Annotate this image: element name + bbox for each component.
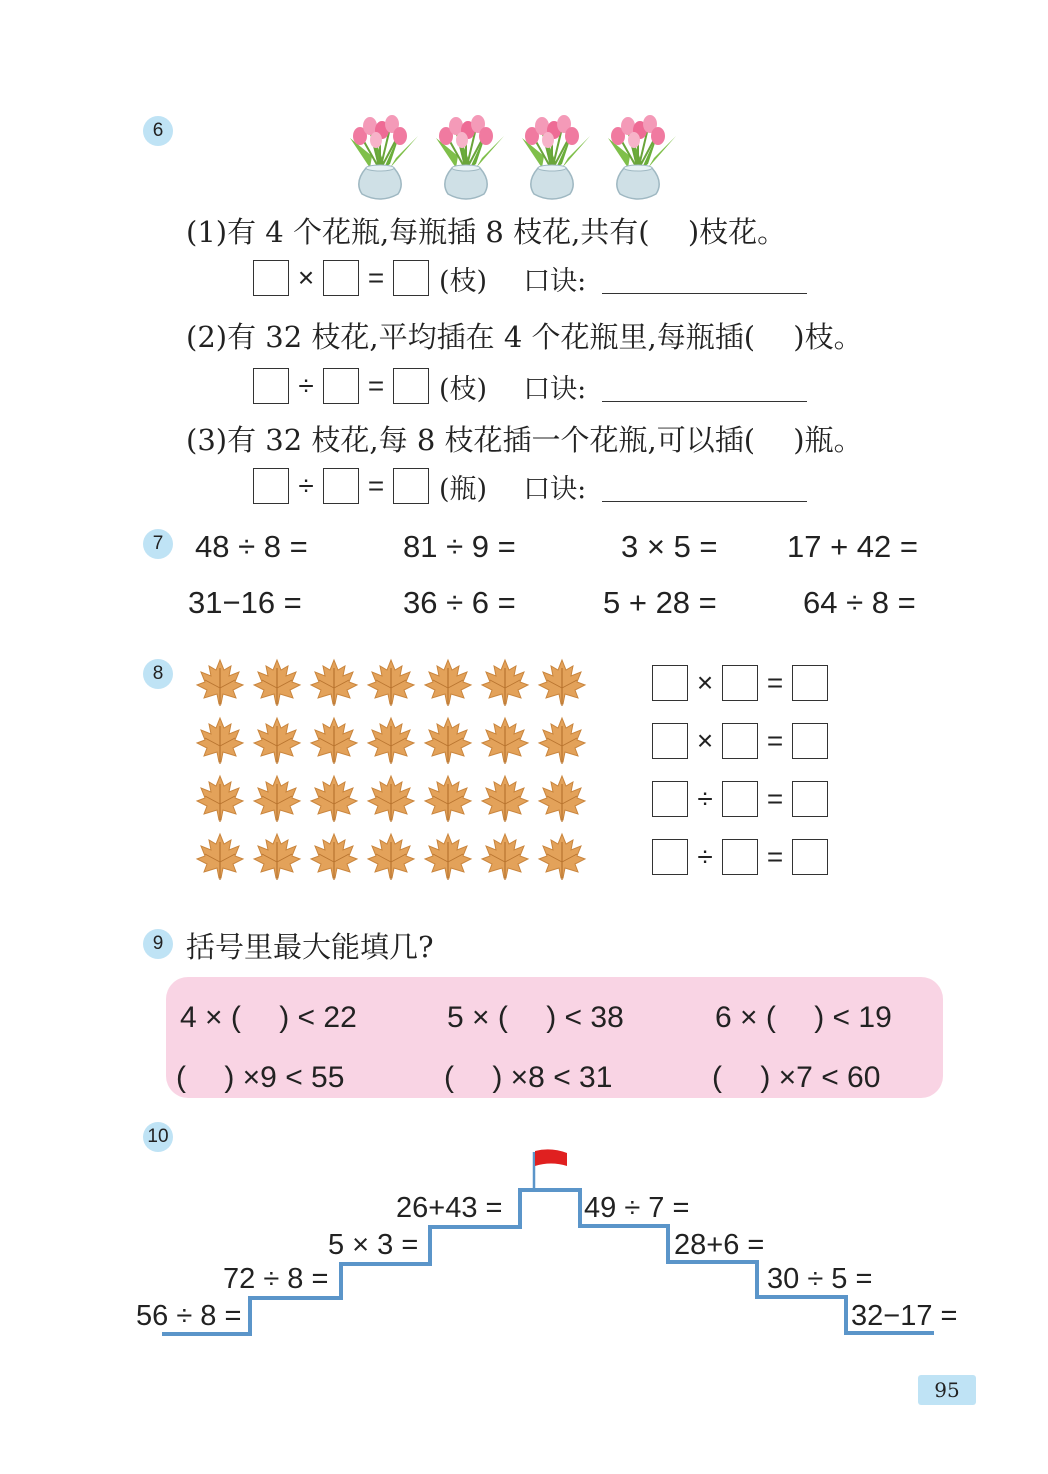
calc-item: 3 × 5 = [621, 529, 718, 564]
calc-item: 31−16 = [188, 585, 302, 620]
inequality-item: 5 × ( ) < 38 [447, 1001, 624, 1034]
operator: ÷ [298, 370, 314, 401]
stair-problem: 49 ÷ 7 = [584, 1192, 690, 1224]
unit-label: (枝) [439, 265, 488, 297]
question-number-7: 7 [143, 529, 173, 559]
stair-problem: 5 × 3 = [328, 1229, 419, 1261]
calc-item: 17 + 42 = [787, 529, 919, 564]
calc-item: 36 ÷ 6 = [403, 585, 516, 620]
koujue-label: 口诀: [523, 373, 587, 405]
stair-problem: 56 ÷ 8 = [136, 1300, 242, 1332]
koujue-label: 口诀: [523, 265, 587, 297]
q6-item-1-text: (1)有 4 个花瓶,每瓶插 8 枝花,共有( )枝花。 [186, 215, 787, 249]
calc-item: 64 ÷ 8 = [803, 585, 916, 620]
inequality-item: 6 × ( ) < 19 [715, 1001, 892, 1034]
equals-sign: = [766, 841, 784, 872]
unit-label: (枝) [439, 373, 488, 405]
equals-sign: = [367, 470, 385, 501]
page-number: 95 [918, 1375, 976, 1405]
koujue-label: 口诀: [523, 473, 587, 505]
equals-sign: = [766, 725, 784, 756]
equals-sign: = [367, 370, 385, 401]
calc-item: 5 + 28 = [603, 585, 717, 620]
equals-sign: = [367, 262, 385, 293]
inequality-item: ( ) ×7 < 60 [712, 1061, 881, 1094]
calc-item: 48 ÷ 8 = [195, 529, 308, 564]
question-number-6: 6 [143, 116, 173, 146]
inequality-item: ( ) ×8 < 31 [444, 1061, 613, 1094]
equals-sign: = [766, 783, 784, 814]
stair-problem: 72 ÷ 8 = [223, 1263, 329, 1295]
unit-label: (瓶) [439, 473, 488, 505]
operator: × [696, 725, 714, 756]
operator: ÷ [697, 783, 713, 814]
equals-sign: = [766, 667, 784, 698]
question-number-10: 10 [143, 1122, 173, 1152]
stair-problem: 32−17 = [851, 1300, 958, 1332]
operator: × [696, 667, 714, 698]
question-number-8: 8 [143, 659, 173, 689]
stair-problem: 30 ÷ 5 = [767, 1263, 873, 1295]
operator: ÷ [298, 470, 314, 501]
inequality-item: ( ) ×9 < 55 [176, 1061, 345, 1094]
flag-icon [535, 1149, 567, 1166]
operator: × [297, 262, 315, 293]
question-number-9: 9 [143, 929, 173, 959]
stair-problem: 28+6 = [674, 1229, 765, 1261]
inequality-item: 4 × ( ) < 22 [180, 1001, 357, 1034]
q6-item-3-text: (3)有 32 枝花,每 8 枝花插一个花瓶,可以插( )瓶。 [186, 423, 863, 457]
q6-item-2-text: (2)有 32 枝花,平均插在 4 个花瓶里,每瓶插( )枝。 [186, 320, 863, 354]
staircase-line [162, 1190, 934, 1334]
operator: ÷ [697, 841, 713, 872]
stair-problem: 26+43 = [396, 1192, 503, 1224]
q9-title: 括号里最大能填几? [186, 930, 434, 964]
calc-item: 81 ÷ 9 = [403, 529, 516, 564]
